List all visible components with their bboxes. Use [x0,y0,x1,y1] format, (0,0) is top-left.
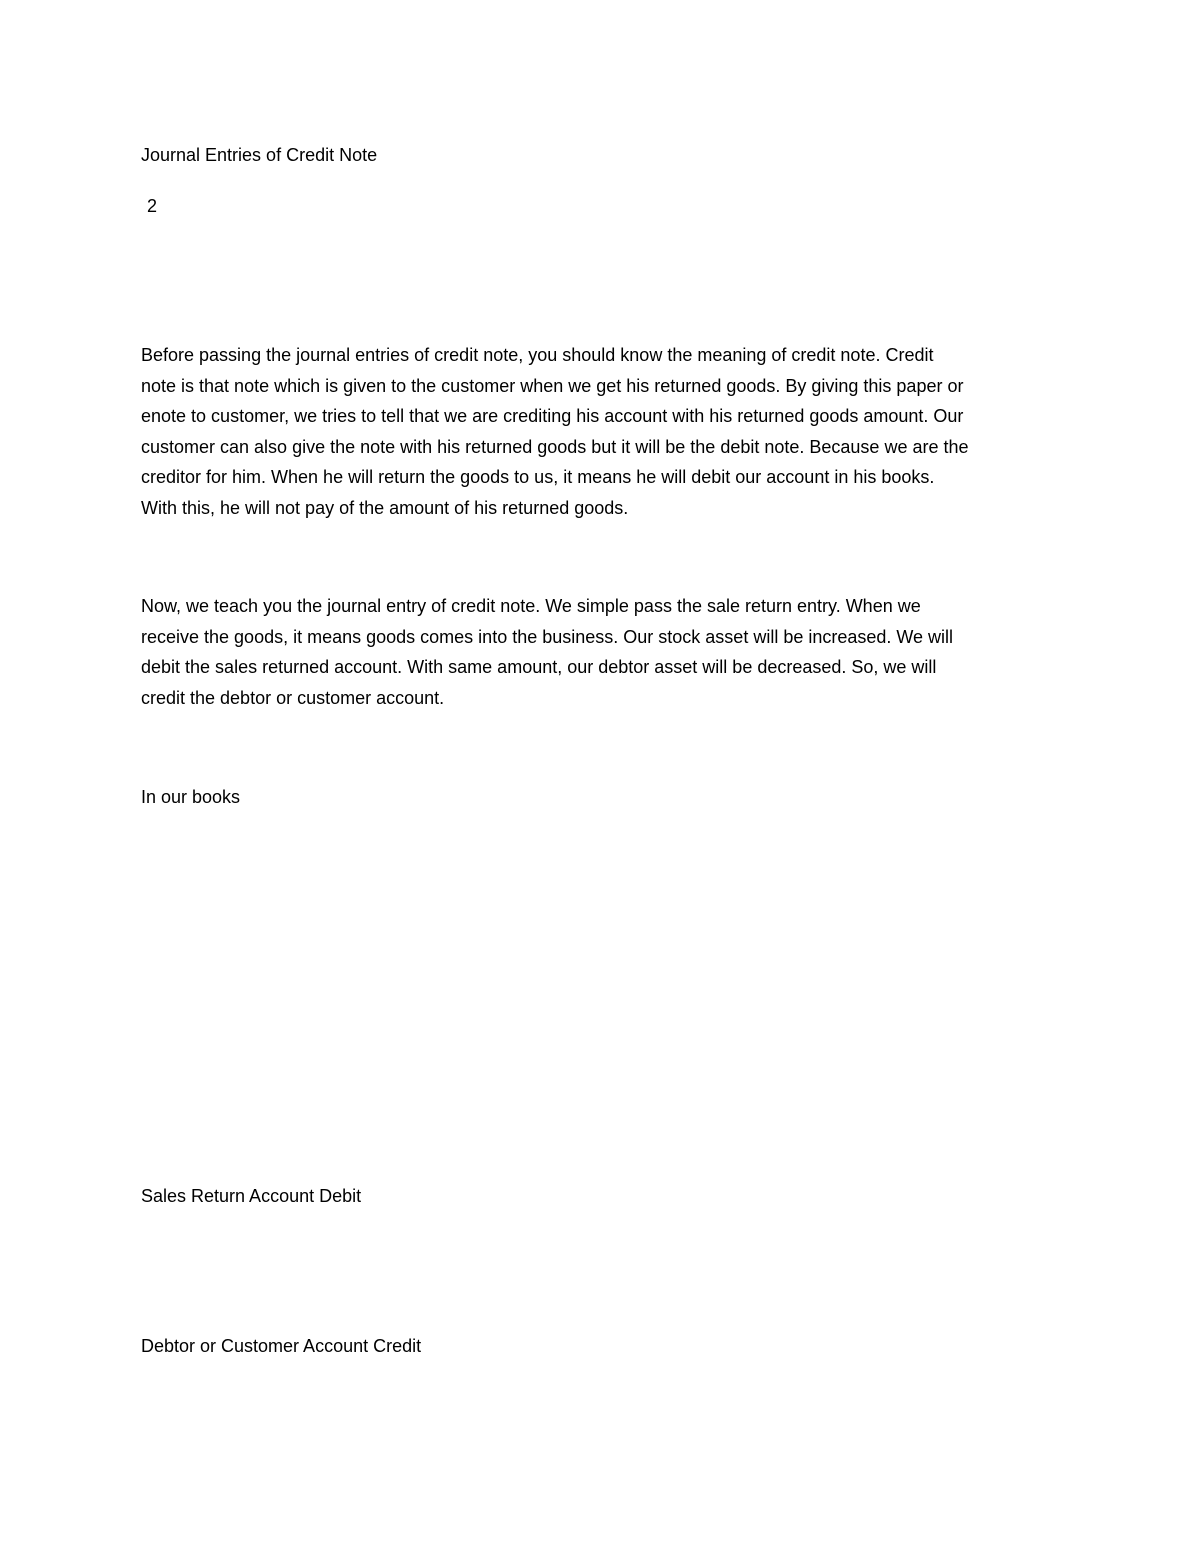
paragraph-line: receive the goods, it means goods comes into the business. Our stock asset will be increased. We will [141,626,954,647]
entry-credit: Debtor or Customer Account Credit [141,1336,422,1356]
paragraph-journal-entry [141,591,1081,713]
paragraph-line: debit the sales returned account. With same amount, our debtor asset will be decreased. So, we will [141,657,937,678]
paragraph-line: credit the debtor or customer account. [141,687,445,708]
entry-debit: Sales Return Account Debit [141,1186,362,1206]
paragraph-line: enote to customer, we tries to tell that we are crediting his account with his returned goods amount. Our [141,406,964,427]
paragraph-line: customer can also give the note with his returned goods but it will be the debit note. Because we are the [141,436,969,457]
paragraph-line: creditor for him. When he will return the goods to us, it means he will debit our account in his books. [141,467,935,488]
paragraph-line: Before passing the journal entries of credit note, you should know the meaning of credit note. Credit [141,345,934,365]
paragraph-credit-note-meaning [141,340,1081,524]
page-number: 2 [147,196,158,216]
paragraph-line: Now, we teach you the journal entry of credit note. We simple pass the sale return entry. When we [141,596,921,616]
paragraph-line: note is that note which is given to the customer when we get his returned goods. By giving this paper or [141,375,964,396]
books-label: In our books [141,787,241,807]
paragraph-line: With this, he will not pay of the amount of his returned goods. [141,497,629,518]
document-title: Journal Entries of Credit Note [141,145,378,165]
